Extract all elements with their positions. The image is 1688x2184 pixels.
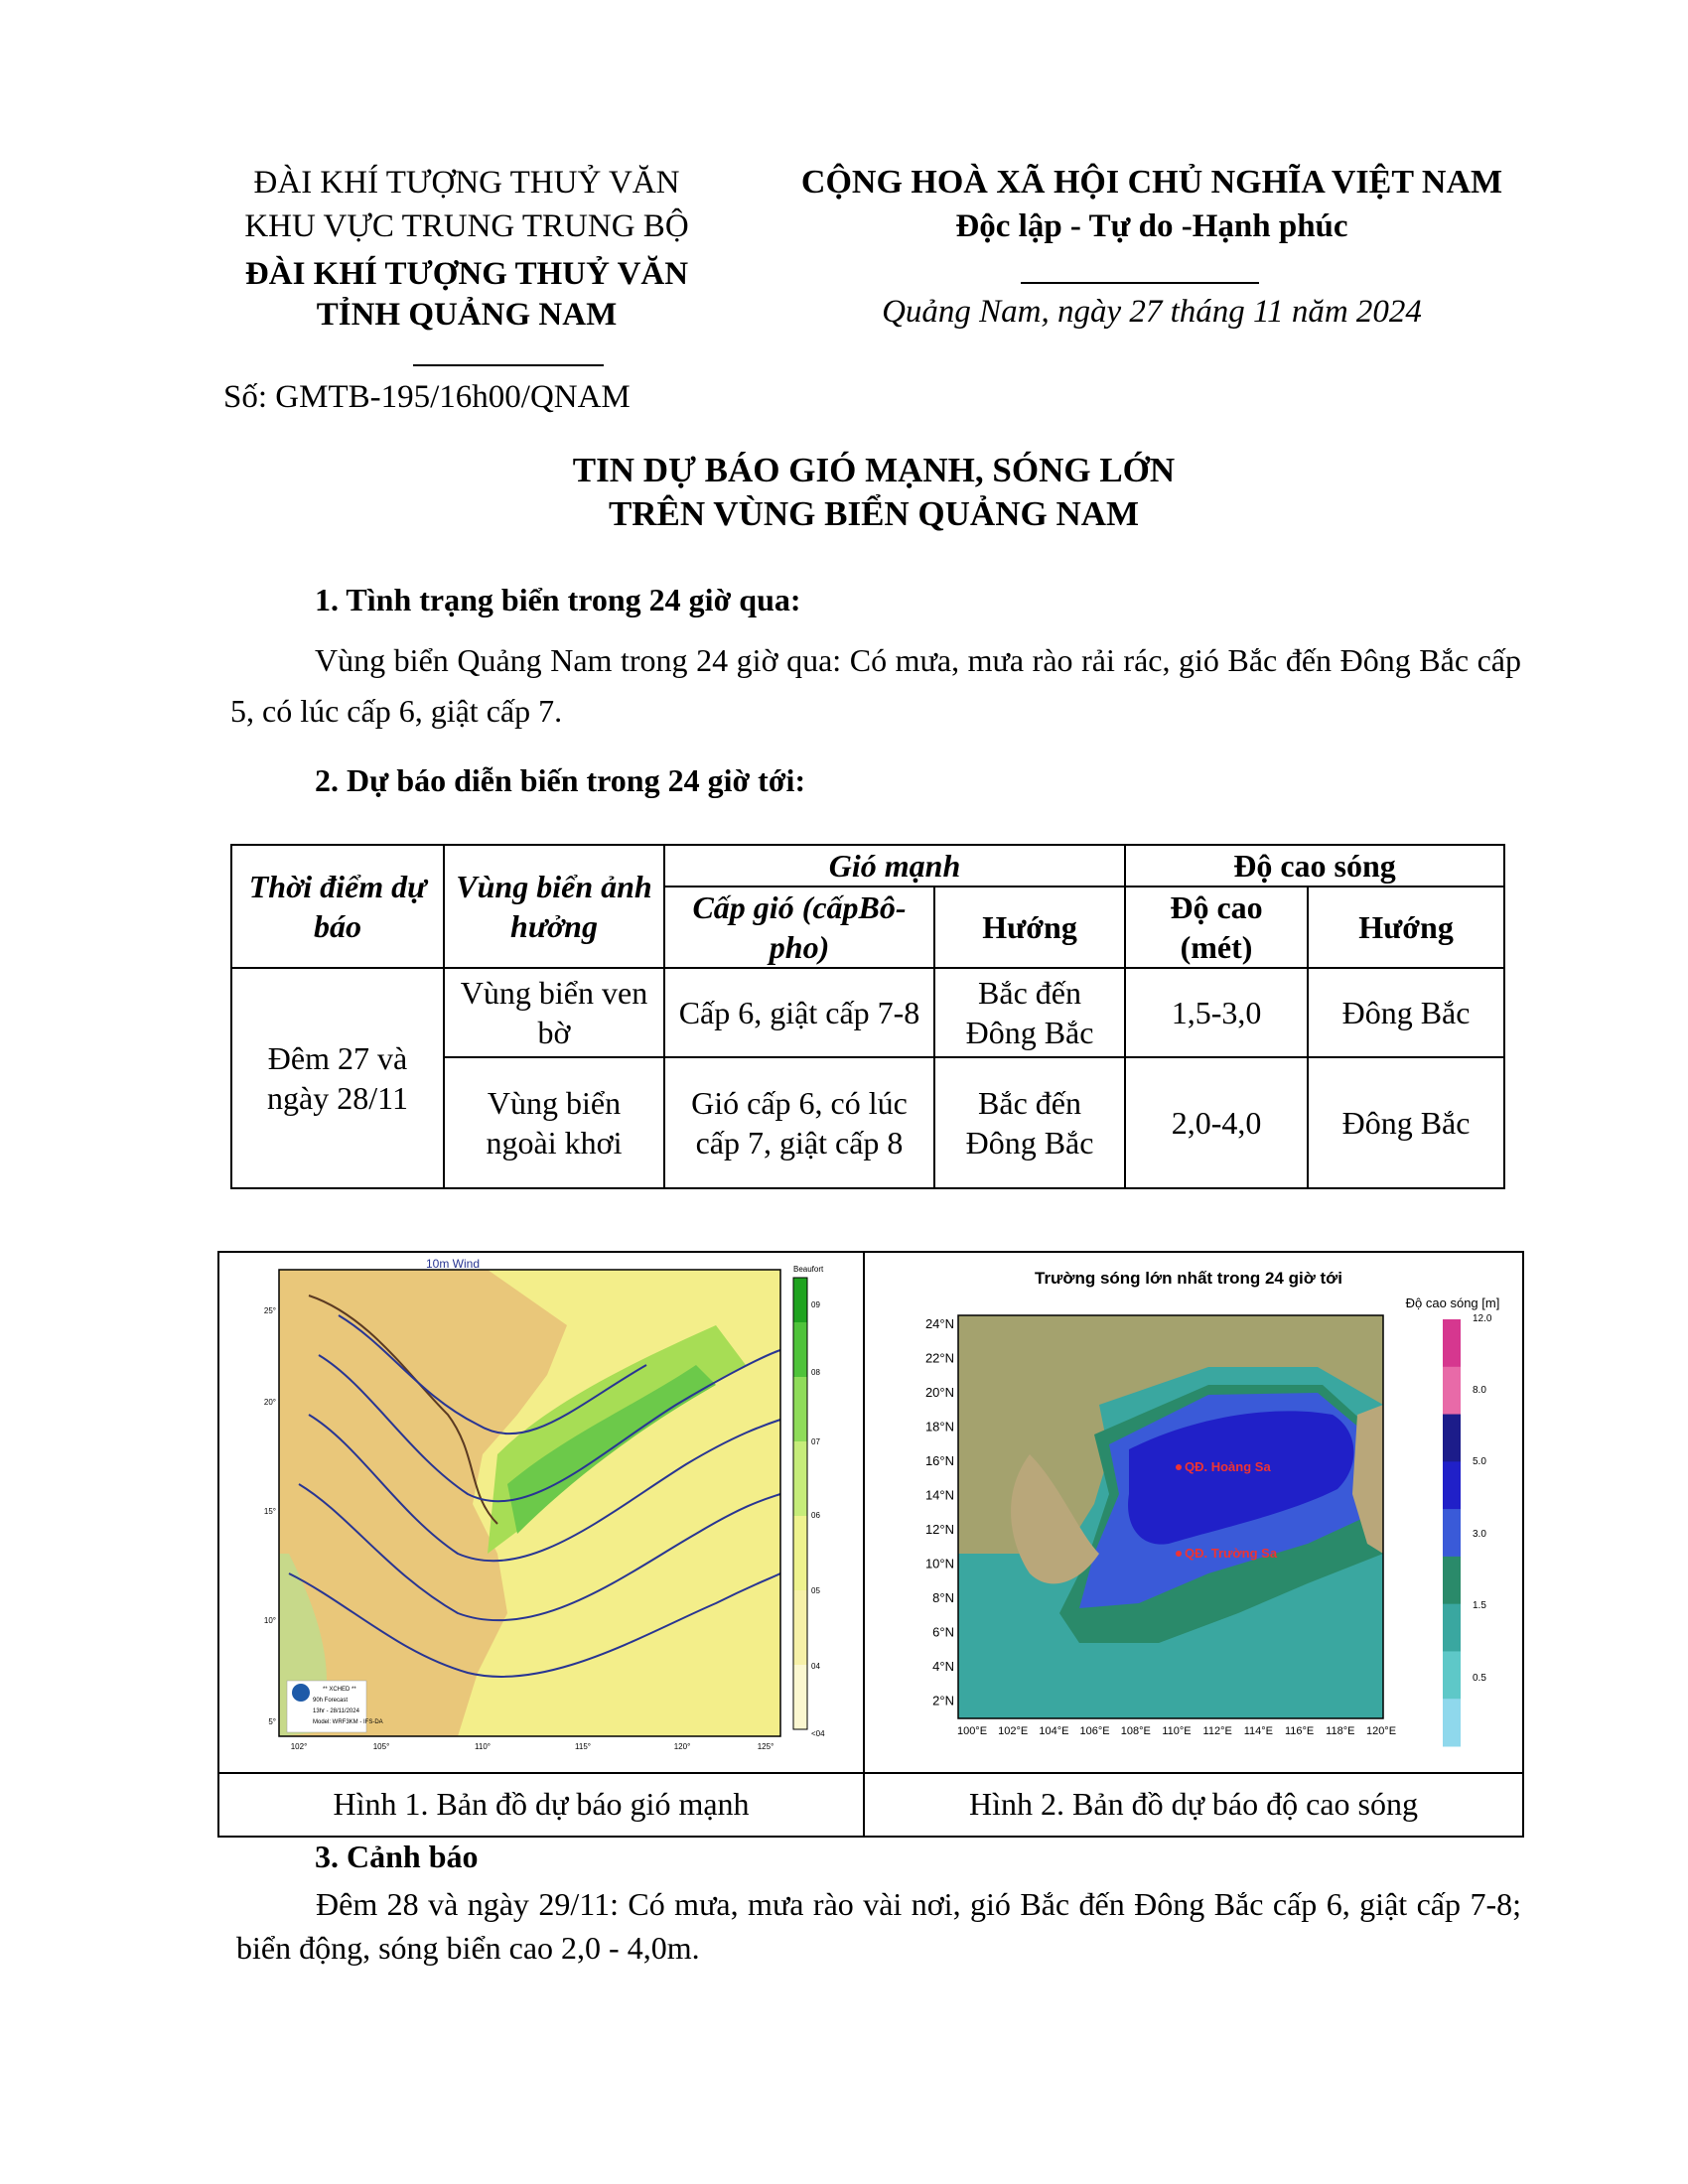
lon-label: 100°E	[956, 1725, 988, 1737]
wave-colorbar-title: Độ cao sóng [m]	[1405, 1296, 1500, 1310]
colorbar-label: <04	[811, 1729, 825, 1738]
lon-label: 112°E	[1202, 1725, 1232, 1737]
header-left	[213, 161, 720, 334]
wind-forecast-map	[249, 1256, 837, 1766]
lon-label: 110°E	[1162, 1725, 1192, 1737]
header-wave-direction: Hướng	[1308, 887, 1504, 968]
lat-label: 4°N	[932, 1659, 954, 1674]
document-number: Số: GMTB-195/16h00/QNAM	[223, 379, 631, 415]
colorbar-segment	[1443, 1367, 1461, 1415]
lat-label: 16°N	[924, 1453, 954, 1468]
wave-lon-labels	[957, 1725, 1396, 1737]
lon-label: 116°E	[1284, 1725, 1315, 1737]
lat-label: 10°N	[924, 1556, 954, 1571]
lon-label: 108°E	[1120, 1725, 1151, 1737]
colorbar-segment	[793, 1278, 807, 1322]
lon-label: 125°	[757, 1742, 774, 1751]
table-row	[231, 968, 1504, 1057]
wave-height-cell: 2,0-4,0	[1125, 1057, 1308, 1188]
colorbar-segment	[1443, 1557, 1461, 1604]
lat-label: 24°N	[924, 1316, 954, 1331]
lat-label: 14°N	[924, 1487, 954, 1503]
colorbar-segment	[793, 1377, 807, 1441]
figure-2-caption: Hình 2. Bản đồ dự báo độ cao sóng	[969, 1786, 1418, 1822]
wave-direction-cell: Đông Bắc	[1308, 1057, 1504, 1188]
area-cell: Vùng biển ngoài khơi	[444, 1057, 664, 1188]
colorbar-label: 3.0	[1473, 1529, 1486, 1540]
lon-label: 115°	[575, 1742, 591, 1751]
header-wind-direction: Hướng	[934, 887, 1125, 968]
title-line-2: TRÊN VÙNG BIỂN QUẢNG NAM	[608, 494, 1140, 533]
colorbar-label: 06	[811, 1511, 820, 1520]
colorbar-title: Beaufort	[793, 1265, 824, 1274]
header-wave-height-group: Độ cao sóng	[1125, 845, 1504, 887]
agency-line-3: ĐÀI KHÍ TƯỢNG THUỶ VĂN	[244, 256, 689, 292]
colorbar-segment	[1443, 1461, 1461, 1509]
colorbar-label: 8.0	[1473, 1385, 1486, 1396]
colorbar-segment	[1443, 1699, 1461, 1746]
colorbar-label: 09	[811, 1300, 820, 1309]
colorbar-label: 08	[811, 1368, 820, 1377]
wind-direction-cell: Bắc đến Đông Bắc	[934, 1057, 1125, 1188]
lat-label: 10°	[263, 1616, 276, 1625]
header-right	[750, 161, 1554, 248]
colorbar-segment	[793, 1322, 807, 1377]
colorbar-segment	[793, 1665, 807, 1729]
place-truong-sa: QĐ. Trường Sa	[1185, 1546, 1278, 1561]
lon-label: 110°	[475, 1742, 491, 1751]
header-strong-wind: Gió mạnh	[664, 845, 1125, 887]
area-cell: Vùng biển ven bờ	[444, 968, 664, 1057]
header-right-rule	[1021, 282, 1259, 284]
document-title	[377, 449, 1370, 536]
section-1-heading: 1. Tình trạng biển trong 24 giờ qua:	[315, 582, 801, 617]
colorbar-label: 0.5	[1473, 1673, 1486, 1684]
agency-line-1: ĐÀI KHÍ TƯỢNG THUỶ VĂN	[253, 165, 680, 201]
logo-text: 90h Forecast	[313, 1698, 349, 1704]
header-forecast-time: Thời điểm dự báo	[231, 845, 444, 968]
nation-name: CỘNG HOÀ XÃ HỘI CHỦ NGHĨA VIỆT NAM	[800, 164, 1503, 201]
nation-motto: Độc lập - Tự do -Hạnh phúc	[955, 208, 1348, 244]
colorbar-segment	[1443, 1509, 1461, 1557]
wind-level-cell: Gió cấp 6, có lúc cấp 7, giật cấp 8	[664, 1057, 934, 1188]
header-wind-level: Cấp gió (cấpBô-pho)	[664, 887, 934, 968]
forecast-table	[230, 844, 1505, 1189]
header-left-rule	[413, 364, 604, 366]
colorbar-label: 12.0	[1473, 1313, 1492, 1324]
lat-label: 15°	[263, 1507, 276, 1516]
lon-label: 118°E	[1326, 1725, 1355, 1737]
lon-label: 114°E	[1243, 1725, 1274, 1737]
logo-text: ** XCHED **	[323, 1687, 356, 1693]
figure-frame	[217, 1251, 1524, 1838]
colorbar-segment	[793, 1441, 807, 1516]
header-affected-area: Vùng biển ảnh hưởng	[444, 845, 664, 968]
header-wave-height: Độ cao (mét)	[1125, 887, 1308, 968]
forecast-time-cell: Đêm 27 và ngày 28/11	[231, 968, 444, 1188]
section-3-heading: 3. Cảnh báo	[315, 1839, 479, 1874]
colorbar-segment	[1443, 1651, 1461, 1699]
logo-text: Model: WRF3KM - IFS-DA	[313, 1719, 383, 1725]
colorbar-label: 04	[811, 1662, 820, 1671]
figure-1-caption: Hình 1. Bản đồ dự báo gió mạnh	[333, 1786, 750, 1822]
agency-line-4: TỈNH QUẢNG NAM	[316, 297, 618, 333]
place-hoang-sa: QĐ. Hoàng Sa	[1185, 1459, 1271, 1474]
wind-direction-cell: Bắc đến Đông Bắc	[934, 968, 1125, 1057]
lon-label: 120°E	[1365, 1725, 1397, 1737]
lat-label: 20°N	[924, 1385, 954, 1400]
colorbar-segment	[1443, 1319, 1461, 1367]
lat-label: 2°N	[932, 1693, 954, 1708]
agency-line-2: KHU VỰC TRUNG TRUNG BỘ	[244, 208, 689, 244]
lat-label: 22°N	[924, 1350, 954, 1366]
wave-direction-cell: Đông Bắc	[1308, 968, 1504, 1057]
lon-label: 102°E	[998, 1725, 1029, 1737]
title-line-1: TIN DỰ BÁO GIÓ MẠNH, SÓNG LỚN	[572, 451, 1176, 489]
lat-label: 18°N	[924, 1419, 954, 1434]
figure-divider	[863, 1253, 865, 1836]
lon-label: 105°	[372, 1742, 390, 1751]
colorbar-label: 07	[811, 1437, 820, 1446]
issue-date: Quảng Nam, ngày 27 tháng 11 năm 2024	[882, 294, 1422, 330]
wind-level-cell: Cấp 6, giật cấp 7-8	[664, 968, 934, 1057]
wind-map-title: 10m Wind	[425, 1257, 481, 1271]
lat-label: 12°N	[924, 1522, 954, 1537]
colorbar-segment	[793, 1590, 807, 1665]
lat-label: 6°N	[932, 1624, 954, 1640]
colorbar-label: 05	[811, 1586, 820, 1595]
wave-forecast-map	[881, 1256, 1514, 1766]
section-3-text: Đêm 28 và ngày 29/11: Có mưa, mưa rào vài nơi, gió Bắc đến Đông Bắc cấp 6, giật cấp 7-8; biển động, sóng biển cao 2,0 - 4,0m.	[236, 1886, 1521, 1966]
colorbar-label: 1.5	[1473, 1600, 1486, 1611]
lat-label: 20°	[263, 1398, 276, 1407]
lon-label: 120°	[673, 1742, 691, 1751]
lat-label: 8°N	[932, 1590, 954, 1605]
colorbar-segment	[1443, 1415, 1461, 1462]
colorbar-segment	[1443, 1604, 1461, 1652]
wave-map-title: Trường sóng lớn nhất trong 24 giờ tới	[1035, 1269, 1342, 1288]
section-2-heading: 2. Dự báo diễn biến trong 24 giờ tới:	[315, 762, 806, 798]
wave-height-cell: 1,5-3,0	[1125, 968, 1308, 1057]
lon-label: 104°E	[1039, 1725, 1069, 1737]
wave-colorbar	[1443, 1319, 1461, 1747]
lon-label: 102°	[290, 1742, 308, 1751]
section-1-text: Vùng biển Quảng Nam trong 24 giờ qua: Có mưa, mưa rào rải rác, gió Bắc đến Đông Bắc cấp 5, có lúc cấp 6, giật cấp 7.	[230, 642, 1521, 729]
lat-label: 5°	[268, 1717, 276, 1726]
colorbar-label: 5.0	[1473, 1456, 1486, 1467]
logo-text: 13hr - 28/11/2024	[313, 1708, 359, 1714]
lon-label: 106°E	[1079, 1725, 1110, 1737]
colorbar-segment	[793, 1516, 807, 1590]
lat-label: 25°	[263, 1306, 276, 1315]
